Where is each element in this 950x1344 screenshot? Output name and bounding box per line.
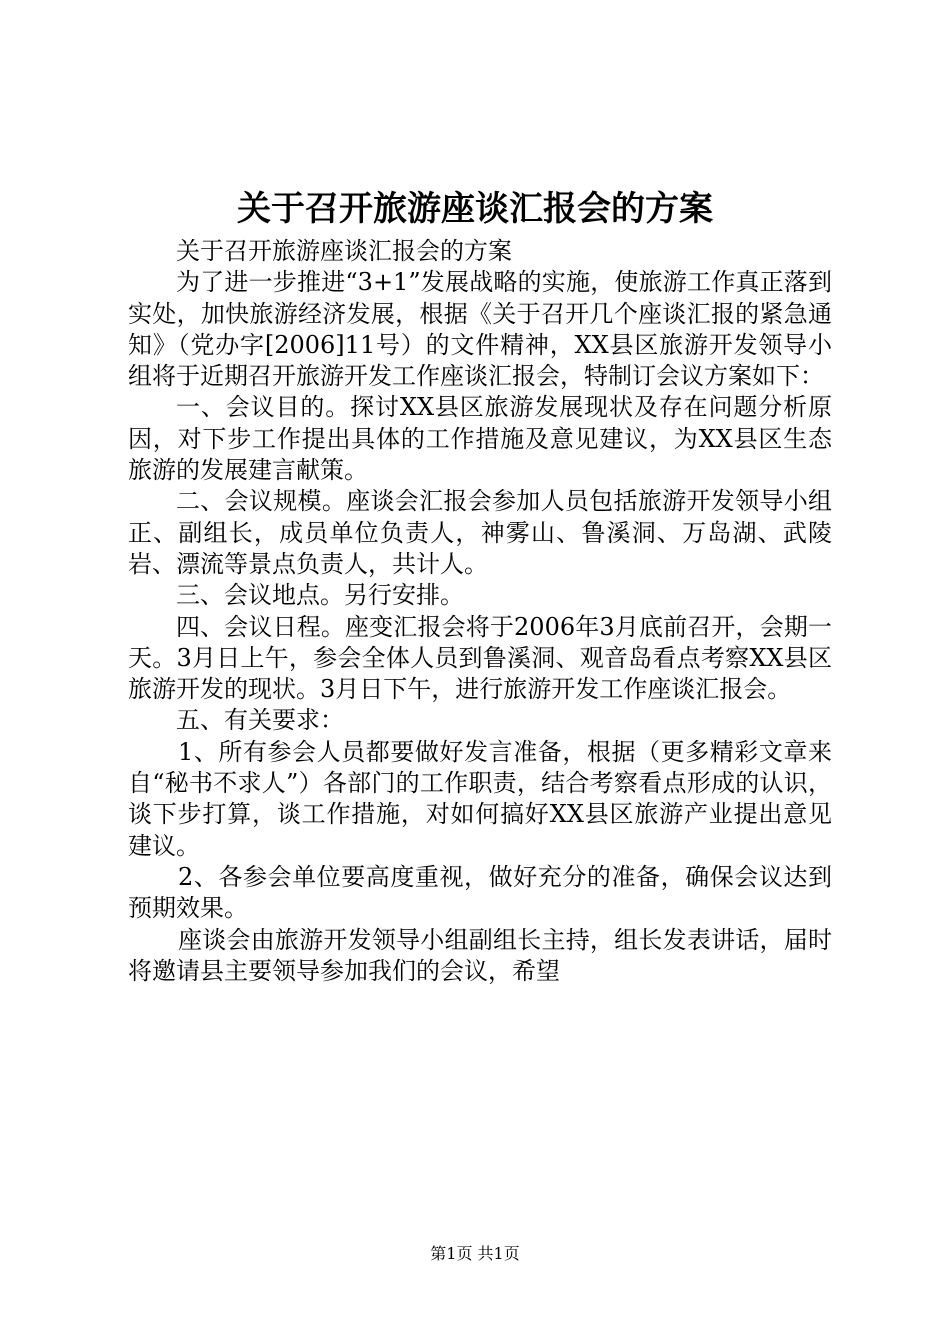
paragraph-intro: 为了进一步推进“3+1”发展战略的实施，使旅游工作真正落到实处，加快旅游经济发展，根据《关于召开几个座谈汇报的紧急通知》（党办字[2006]11号）的文件精神，XX县区旅游开发领导小组将于近期召开旅游开发工作座谈汇报会，特制订会议方案如下： (128, 268, 832, 391)
paragraph-subtitle: 关于召开旅游座谈汇报会的方案 (176, 237, 512, 265)
document-body (128, 236, 832, 987)
paragraph-requirement-1: 1、所有参会人员都要做好发言准备，根据（更多精彩文章来自“秘书不求人”）各部门的工作职责，结合考察看点形成的认识，谈下步打算，谈工作措施，对如何搞好XX县区旅游产业提出意见建议。 (128, 737, 832, 860)
paragraph-requirements-heading: 五、有关要求： (176, 706, 344, 735)
paragraph-closing: 座谈会由旅游开发领导小组副组长主持，组长发表讲话，届时将邀请县主要领导参加我们的会议，希望 (128, 925, 832, 985)
paragraph-location: 三、会议地点。另行安排。 (176, 581, 464, 610)
page-footer: 第1页 共1页 (430, 1244, 520, 1263)
document-title: 关于召开旅游座谈汇报会的方案 (237, 189, 713, 229)
paragraph-purpose: 一、会议目的。探讨XX县区旅游发展现状及存在问题分析原因，对下步工作提出具体的工作措施及意见建议，为XX县区生态旅游的发展建言献策。 (128, 393, 832, 485)
paragraph-requirement-2: 2、各参会单位要高度重视，做好充分的准备，确保会议达到预期效果。 (128, 862, 832, 923)
paragraph-schedule: 四、会议日程。座变汇报会将于2006年3月底前召开，会期一天。3月日上午，参会全体人员到鲁溪洞、观音岛看点考察XX县区旅游开发的现状。3月日下午，进行旅游开发工作座谈汇报会。 (128, 612, 832, 704)
paragraph-scale: 二、会议规模。座谈会汇报会参加人员包括旅游开发领导小组正、副组长，成员单位负责人，神雾山、鲁溪洞、万岛湖、武陵岩、漂流等景点负责人，共计人。 (128, 487, 832, 578)
